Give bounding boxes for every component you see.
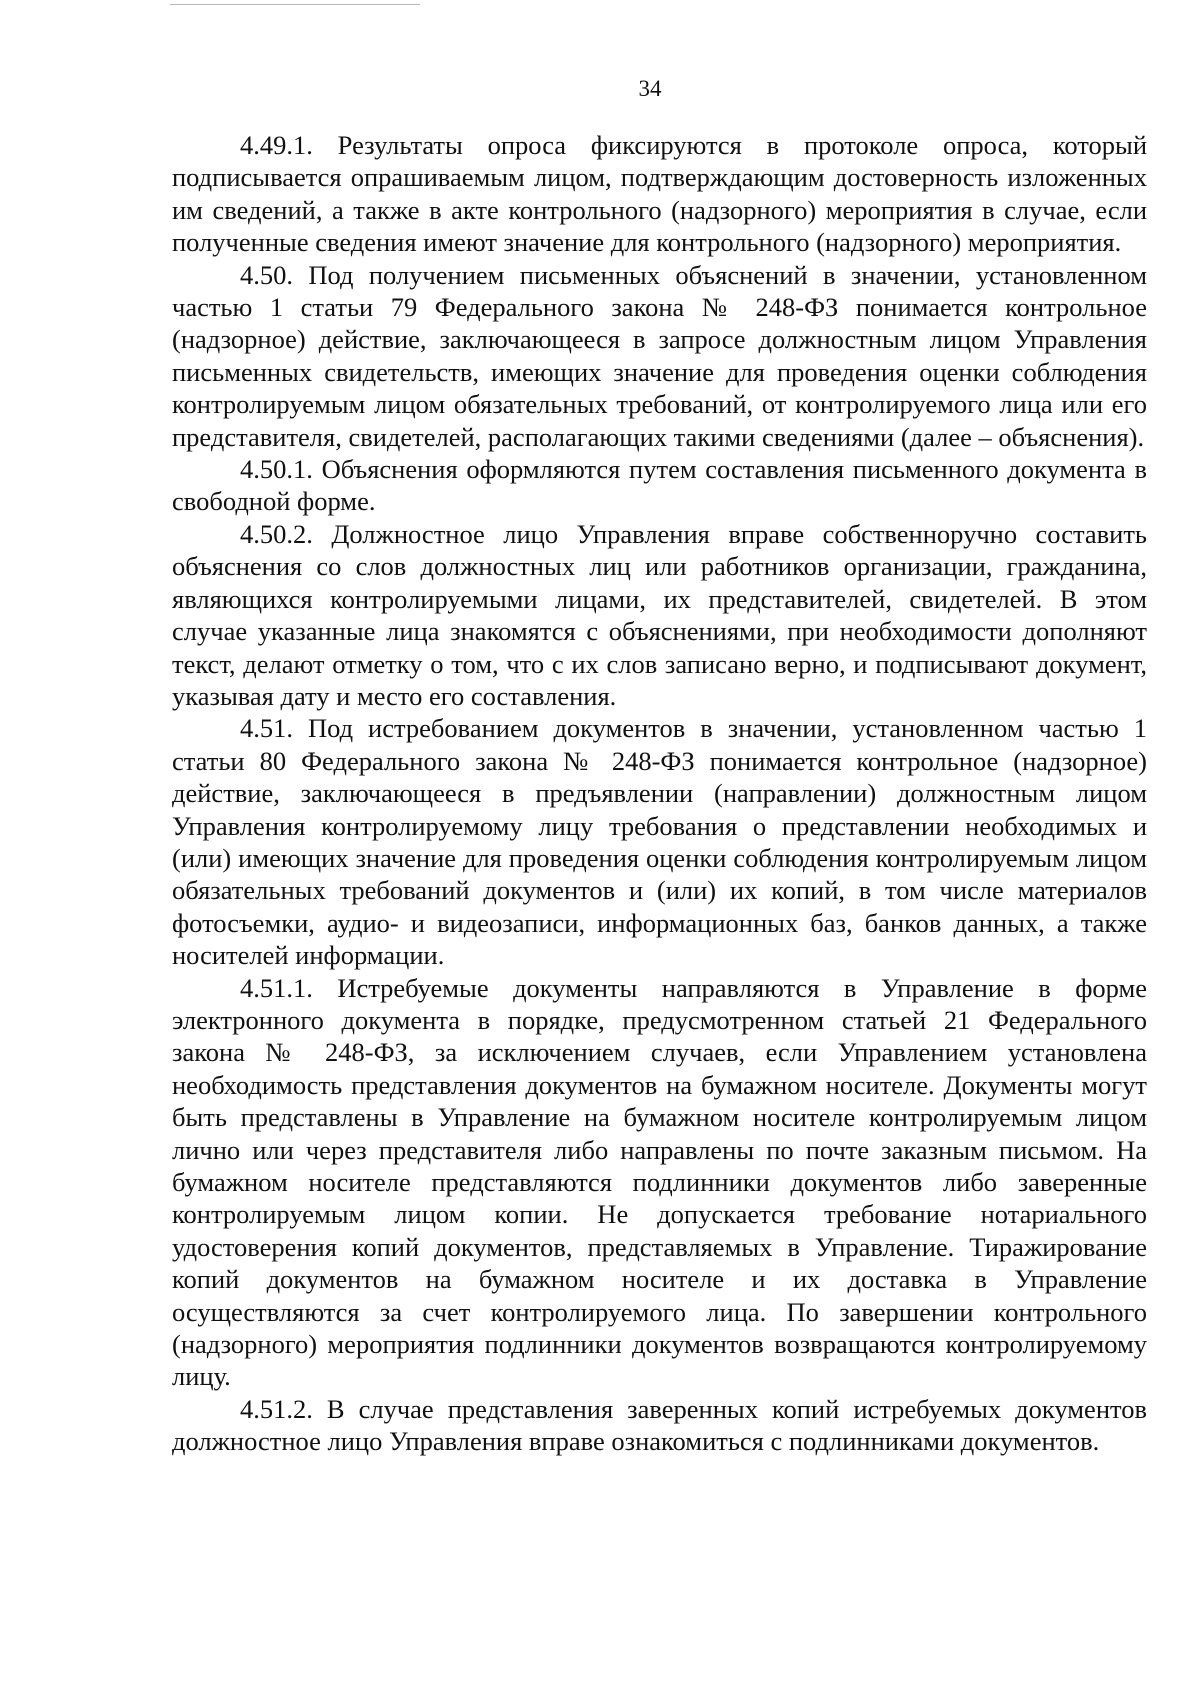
paragraph-4-51: 4.51. Под истребованием документов в значении, установленном частью 1 статьи 80 Федерального закона № 248-ФЗ понимается контрольное (надзорное) действие, заключающееся в предъявлении (направлении) должностным лицом Управления контролируемому лицу требования о представлении необходимых и (или) имеющих значение для проведения оценки соблюдения контролируемым лицом обязательных требований документов и (или) их копий, в том числе материалов фотосъемки, аудио- и видеозаписи, информационных баз, банков данных, а также носителей информации. — [172, 713, 1147, 971]
document-body — [172, 129, 1147, 1458]
scan-artifact-line — [170, 4, 420, 5]
paragraph-4-51-2: 4.51.2. В случае представления заверенных копий истребуемых документов должностное лицо Управления вправе ознакомиться с подлинниками документов. — [172, 1393, 1147, 1457]
page-number: 34 — [638, 76, 662, 101]
paragraph-4-50-2: 4.50.2. Должностное лицо Управления вправе собственноручно составить объяснения со слов должностных лиц или работников организации, гражданина, являющихся контролируемыми лицами, их представителей, свидетелей. В этом случае указанные лица знакомятся с объяснениями, при необходимости дополняют текст, делают отметку о том, что с их слов записано верно, и подписывают документ, указывая дату и место его составления. — [172, 518, 1147, 711]
paragraph-4-50: 4.50. Под получением письменных объяснений в значении, установленном частью 1 статьи 79 Федерального закона № 248-ФЗ понимается контрольное (надзорное) действие, заключающееся в запросе должностным лицом Управления письменных свидетельств, имеющих значение для проведения оценки соблюдения контролируемым лицом обязательных требований, от контролируемого лица или его представителя, свидетелей, располагающих такими сведениями (далее – объяснения). — [172, 259, 1147, 452]
paragraph-4-51-1: 4.51.1. Истребуемые документы направляются в Управление в форме электронного документа в порядке, предусмотренном статьей 21 Федерального закона № 248-ФЗ, за исключением случаев, если Управлением установлена необходимость представления документов на бумажном носителе. Документы могут быть представлены в Управление на бумажном носителе контролируемым лицом лично или через представителя либо направлены по почте заказным письмом. На бумажном носителе представляются подлинники документов либо заверенные контролируемым лицом копии. Не допускается требование нотариального удостоверения копий документов, представляемых в Управление. Тиражирование копий документов на бумажном носителе и их доставка в Управление осуществляются за счет контролируемого лица. По завершении контрольного (надзорного) мероприятия подлинники документов возвращаются контролируемому лицу. — [172, 972, 1147, 1392]
paragraph-4-49-1: 4.49.1. Результаты опроса фиксируются в протоколе опроса, который подписывается опрашиваемым лицом, подтверждающим достоверность изложенных им сведений, а также в акте контрольного (надзорного) мероприятия в случае, если полученные сведения имеют значение для контрольного (надзорного) мероприятия. — [172, 130, 1147, 258]
paragraph-4-50-1: 4.50.1. Объяснения оформляются путем составления письменного документа в свободной форме. — [172, 454, 1147, 517]
